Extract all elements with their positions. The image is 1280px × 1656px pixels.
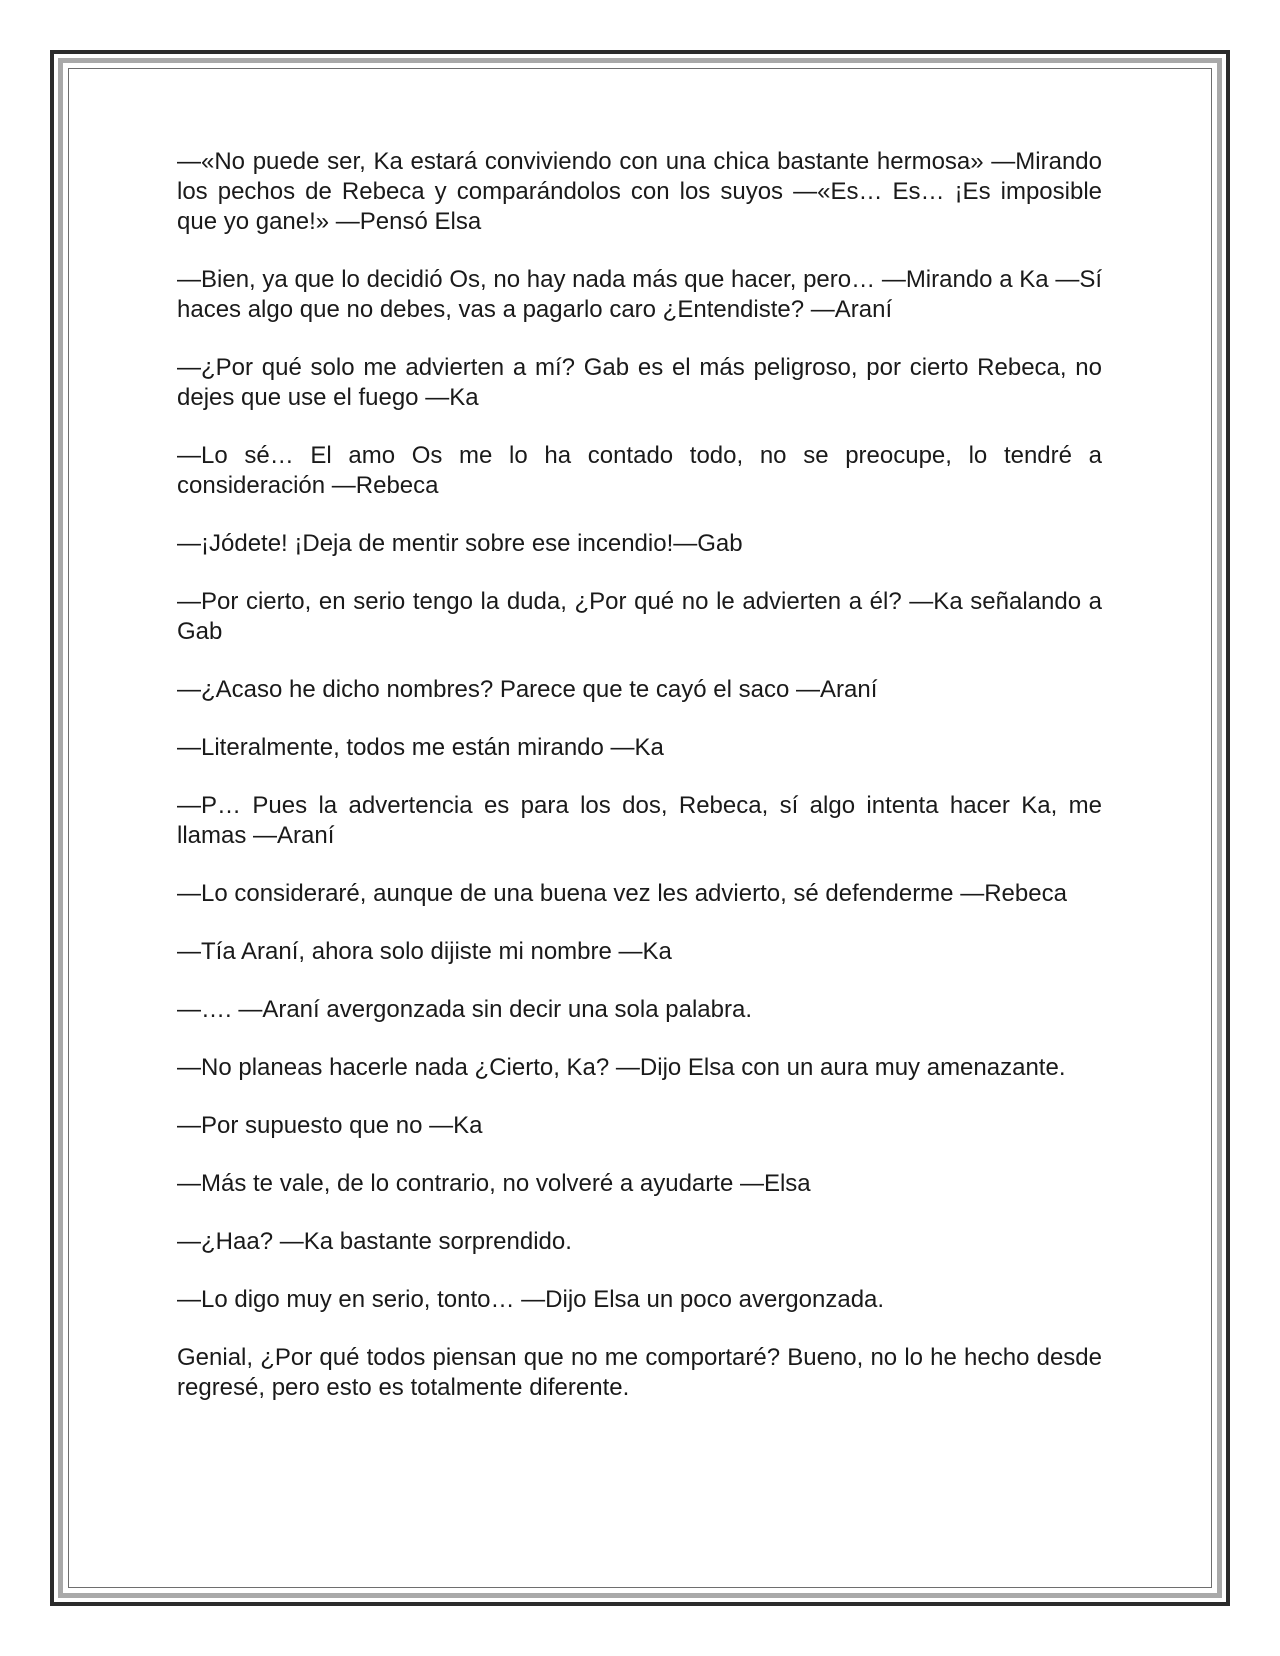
paragraph: —Lo consideraré, aunque de una buena vez les advierto, sé defenderme —Rebeca <box>177 880 1067 907</box>
paragraph: —P… Pues la advertencia es para los dos, Rebeca, sí algo intenta hacer Ka, me llamas —Araní <box>177 792 1102 849</box>
paragraph: —«No puede ser, Ka estará conviviendo con una chica bastante hermosa» —Mirando los pechos de Rebeca y comparándolos con los suyos —«Es… Es… ¡Es imposible que yo gane!» —Pensó Elsa <box>177 148 1102 235</box>
document-body <box>177 147 1102 1431</box>
paragraph: —Por supuesto que no —Ka <box>177 1112 483 1139</box>
paragraph: —Literalmente, todos me están mirando —Ka <box>177 734 664 761</box>
paragraph: —Lo sé… El amo Os me lo ha contado todo, no se preocupe, lo tendré a consideración —Rebeca <box>177 442 1102 499</box>
paragraph: —Tía Araní, ahora solo dijiste mi nombre —Ka <box>177 938 672 965</box>
paragraph: —¿Por qué solo me advierten a mí? Gab es el más peligroso, por cierto Rebeca, no dejes que use el fuego —Ka <box>177 354 1102 411</box>
paragraph: —Lo digo muy en serio, tonto… —Dijo Elsa un poco avergonzada. <box>177 1286 885 1313</box>
paragraph: —¿Acaso he dicho nombres? Parece que te cayó el saco —Araní <box>177 676 878 703</box>
paragraph: —…. —Araní avergonzada sin decir una sola palabra. <box>177 996 752 1023</box>
paragraph: —Por cierto, en serio tengo la duda, ¿Por qué no le advierten a él? —Ka señalando a Gab <box>177 588 1102 645</box>
paragraph: Genial, ¿Por qué todos piensan que no me comportaré? Bueno, no lo he hecho desde regresé, pero esto es totalmente diferente. <box>177 1344 1102 1401</box>
paragraph: —Bien, ya que lo decidió Os, no hay nada más que hacer, pero… —Mirando a Ka —Sí haces algo que no debes, vas a pagarlo caro ¿Entendiste? —Araní <box>177 266 1102 323</box>
paragraph: —¿Haa? —Ka bastante sorprendido. <box>177 1228 572 1255</box>
paragraph: —No planeas hacerle nada ¿Cierto, Ka? —Dijo Elsa con un aura muy amenazante. <box>177 1054 1066 1081</box>
paragraph: —Más te vale, de lo contrario, no volveré a ayudarte —Elsa <box>177 1170 811 1197</box>
paragraph: —¡Jódete! ¡Deja de mentir sobre ese incendio!—Gab <box>177 530 743 557</box>
